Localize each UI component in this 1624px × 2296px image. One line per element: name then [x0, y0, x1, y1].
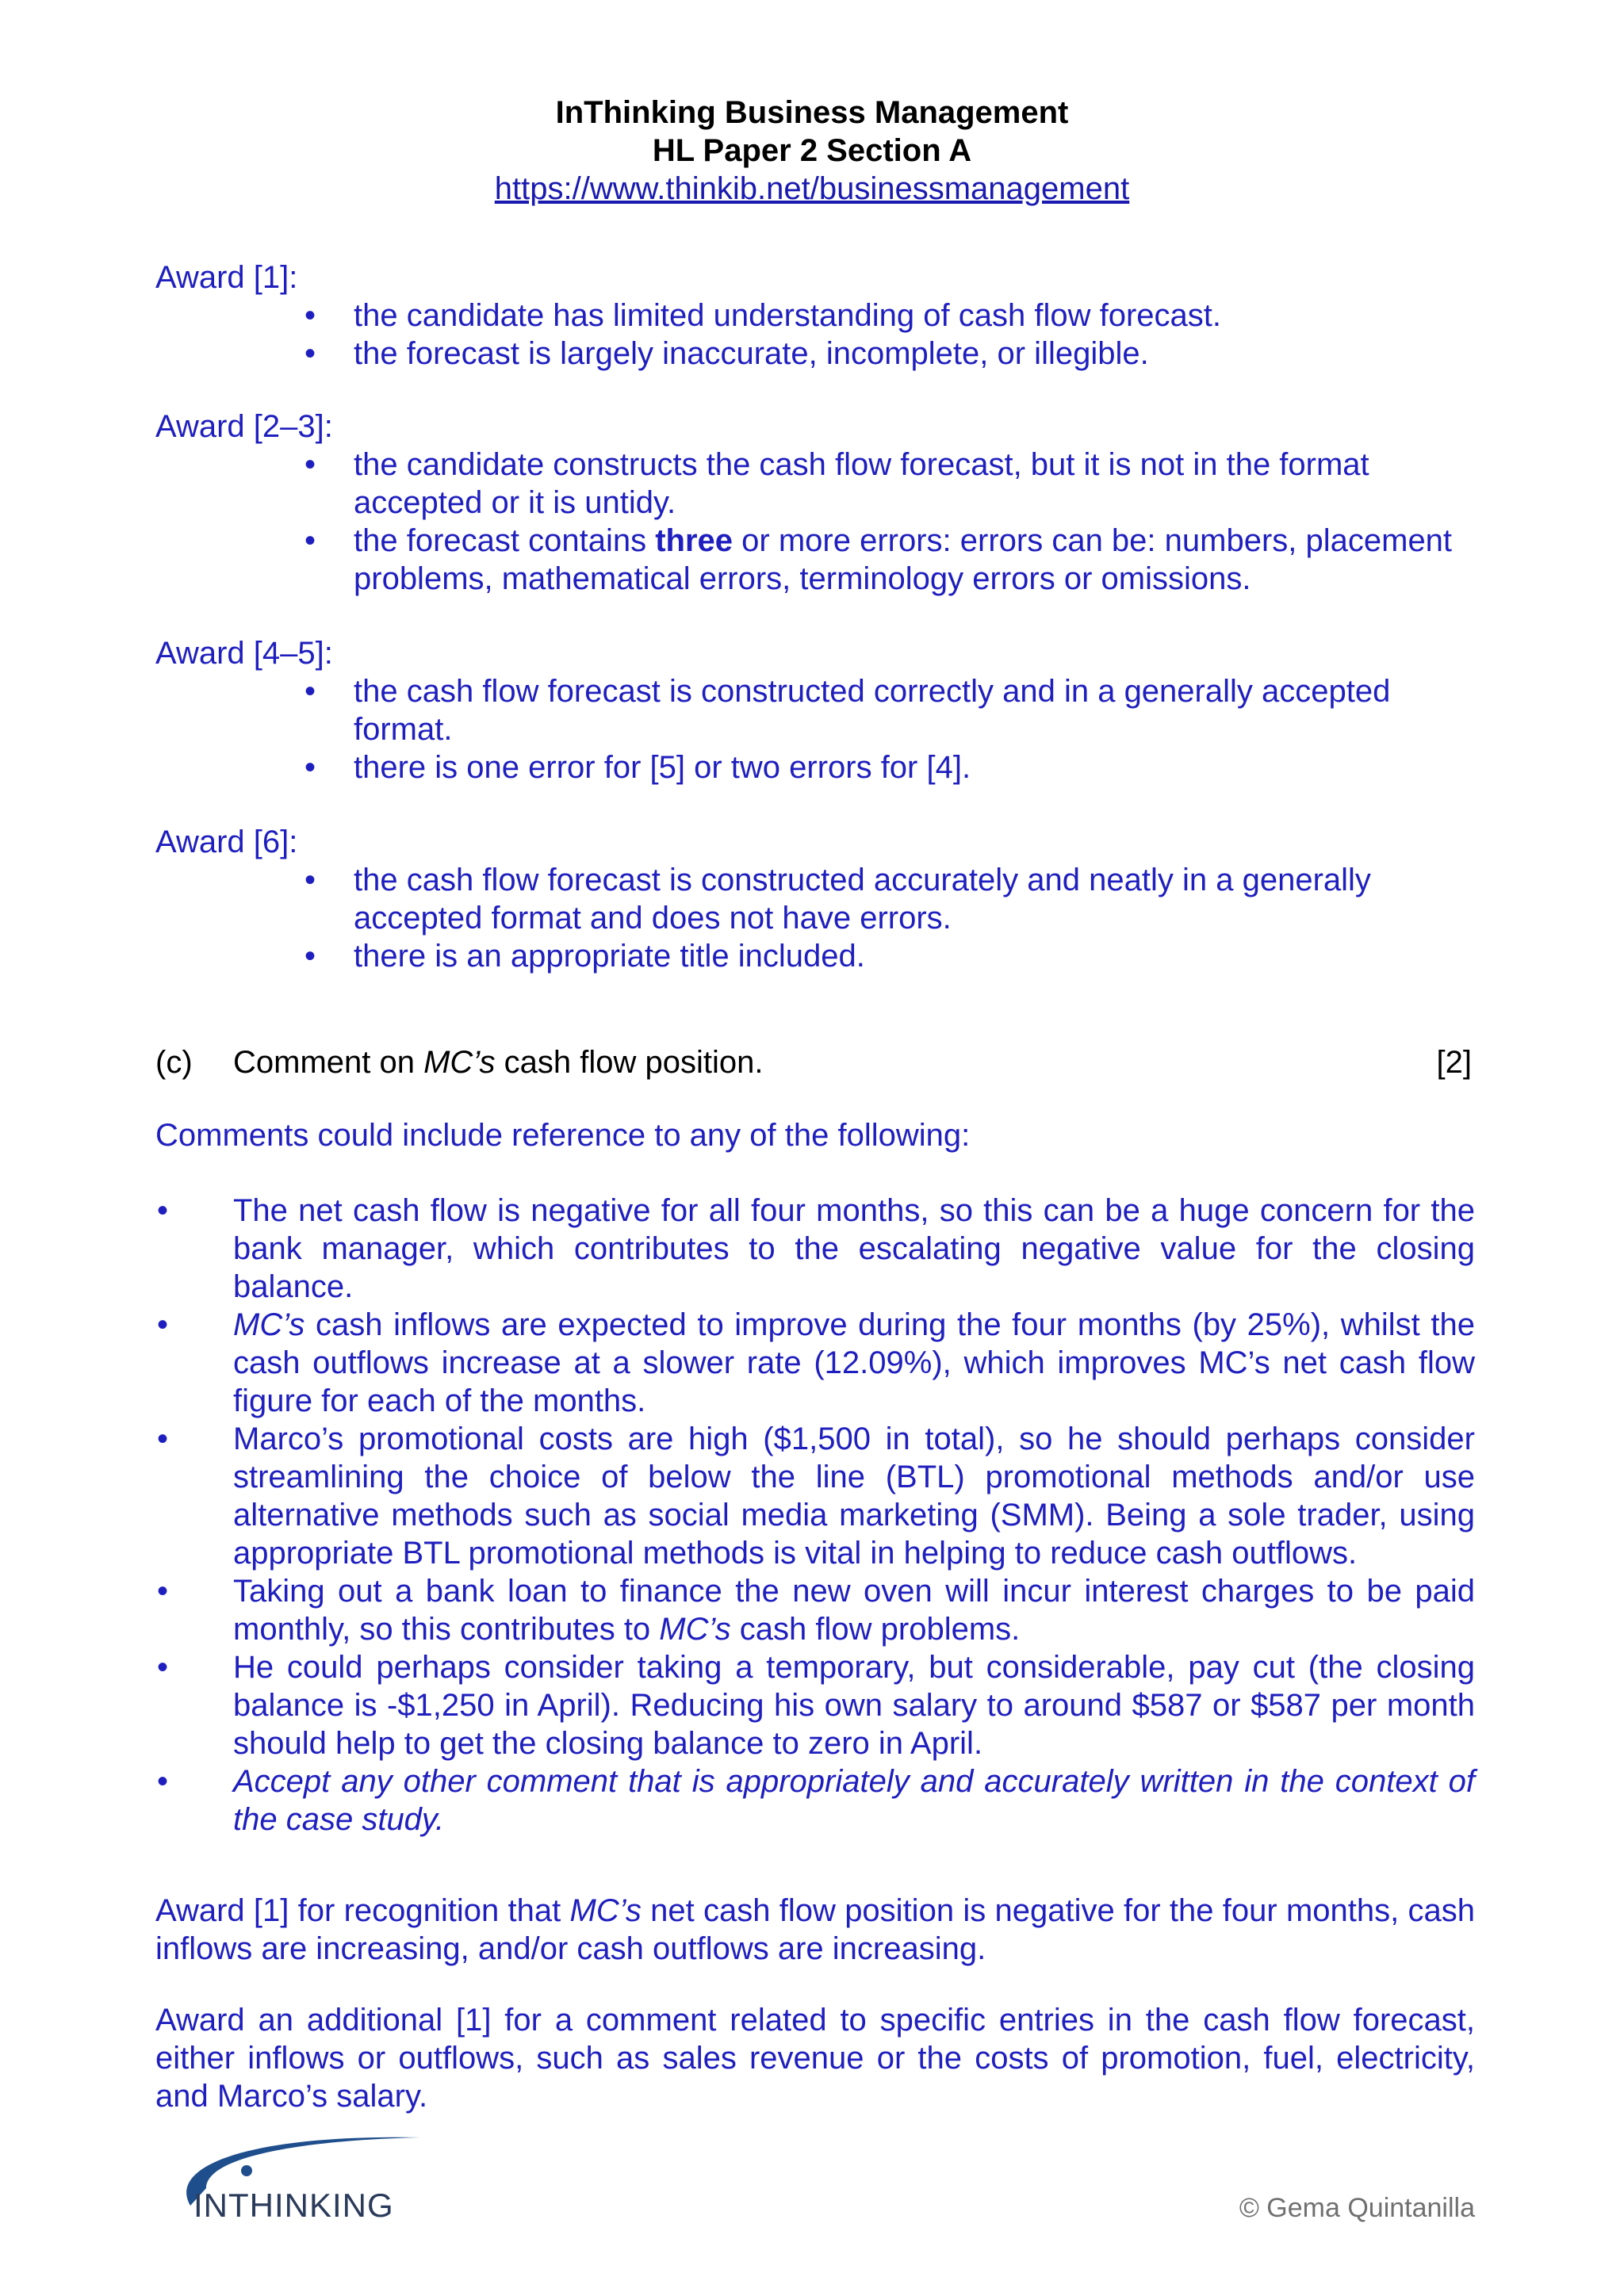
- comment-text: The net cash flow is negative for all four months, so this can be a huge concern for the bank manager, which contributes to the escalating negative value for the closing balance.: [233, 1193, 1475, 1304]
- logo-figure-head: [241, 2165, 252, 2176]
- criteria-item: • there is an appropriate title included.: [304, 939, 865, 974]
- comments-intro: Comments could include reference to any of the following:: [155, 1118, 971, 1153]
- comment-item: • The net cash flow is negative for all four months, so this can be a huge concern for the bank manager, which contributes to the escalating negative value for the closing balance.: [157, 1193, 1475, 1304]
- question-letter: (c): [155, 1045, 193, 1080]
- criteria-item: • the cash flow forecast is constructed accurately and neatly in a generally accepted format and does not have errors.: [304, 863, 1371, 936]
- copyright-notice: © Gema Quintanilla: [1239, 2193, 1475, 2223]
- logo-wordmark: INTHINKING: [193, 2187, 394, 2224]
- criteria-text: the candidate has limited understanding of cash flow forecast.: [354, 298, 1221, 333]
- question-marks: [2]: [1436, 1045, 1472, 1080]
- header-link[interactable]: https://www.thinkib.net/businessmanagement: [494, 171, 1130, 206]
- criteria-item: • the candidate constructs the cash flow forecast, but it is not in the format accepted or it is untidy.: [304, 447, 1369, 520]
- criteria-item: • the cash flow forecast is constructed correctly and in a generally accepted format.: [304, 674, 1391, 747]
- comment-text: Taking out a bank loan to finance the new oven will incur interest charges to be paid monthly, so this contributes to MC’s cash flow problems.: [233, 1574, 1475, 1647]
- comments-list: [155, 1192, 1475, 1839]
- question-text: Comment on MC’s cash flow position.: [233, 1045, 764, 1080]
- award-paragraph: Award [1] for recognition that MC’s net cash flow position is negative for the four months, cash inflows are increasing, and/or cash outflows are increasing.: [155, 1893, 1476, 1966]
- award-band-3: [155, 634, 1472, 786]
- award-criteria-list: [155, 297, 1472, 373]
- criteria-item: • the forecast contains three or more errors: errors can be: numbers, placement problems, mathematical errors, terminology errors or omissions.: [304, 523, 1453, 596]
- comment-text: Marco’s promotional costs are high ($1,500 in total), so he should perhaps consider streamlining the choice of below the line (BTL) promotional methods and/or use alternative methods such as social media marketing (SMM). Being a sole trader, using appropriate BTL promotional methods is vital in helping to reduce cash outflows.: [233, 1422, 1475, 1571]
- award-band-2: [155, 408, 1472, 598]
- comment-item: • He could perhaps consider taking a temporary, but considerable, pay cut (the closing balance is -$1,250 in April). Reducing his own salary to around $587 or $587 per month should help to get the closing balance to zero in April.: [157, 1650, 1475, 1761]
- award-criteria-list: [155, 861, 1472, 975]
- document-title: InThinking Business Management: [555, 95, 1069, 130]
- comment-text: He could perhaps consider taking a temporary, but considerable, pay cut (the closing balance is -$1,250 in April). Reducing his own salary to around $587 or $587 per month should help to get the closing balance to zero in April.: [233, 1650, 1475, 1761]
- award-paragraph: Award an additional [1] for a comment related to specific entries in the cash flow forecast, either inflows or outflows, such as sales revenue or the costs of promotion, fuel, electricity, and Marco’s salary.: [155, 2003, 1475, 2114]
- comment-item: • Taking out a bank loan to finance the new oven will incur interest charges to be paid monthly, so this contributes to MC’s cash flow problems.: [157, 1574, 1475, 1647]
- criteria-item: • there is one error for [5] or two errors for [4].: [304, 750, 971, 785]
- criteria-text: the forecast is largely inaccurate, incomplete, or illegible.: [354, 336, 1149, 371]
- criteria-text: there is an appropriate title included.: [354, 939, 865, 974]
- award-band-1: [155, 258, 1472, 373]
- award-heading: Award [4–5]:: [155, 636, 333, 671]
- comment-text: Accept any other comment that is appropriately and accurately written in the context of the case study.: [233, 1764, 1475, 1837]
- criteria-item: • the candidate has limited understanding of cash flow forecast.: [304, 298, 1221, 333]
- criteria-item: • the forecast is largely inaccurate, incomplete, or illegible.: [304, 336, 1149, 371]
- comment-item: • Accept any other comment that is appropriately and accurately written in the context of the case study.: [157, 1764, 1475, 1837]
- comment-item: • Marco’s promotional costs are high ($1,500 in total), so he should perhaps consider streamlining the choice of below the line (BTL) promotional methods and/or use alternative methods such as social media marketing (SMM). Being a sole trader, using appropriate BTL promotional methods is vital in helping to reduce cash outflows.: [157, 1422, 1475, 1571]
- criteria-text: the forecast contains three or more errors: errors can be: numbers, placement problems, mathematical errors, terminology errors or omissions.: [354, 523, 1453, 596]
- award-heading: Award [2–3]:: [155, 409, 333, 444]
- inthinking-logo: [159, 2133, 444, 2228]
- award-heading: Award [6]:: [155, 825, 298, 859]
- criteria-text: the cash flow forecast is constructed correctly and in a generally accepted format.: [354, 674, 1391, 747]
- criteria-text: the candidate constructs the cash flow forecast, but it is not in the format accepted or it is untidy.: [354, 447, 1369, 520]
- comment-item: • MC’s cash inflows are expected to improve during the four months (by 25%), whilst the cash outflows increase at a slower rate (12.09%), which improves MC’s net cash flow figure for each of the months.: [157, 1307, 1475, 1418]
- page-header: [0, 94, 1624, 208]
- award-criteria-list: [155, 672, 1472, 786]
- criteria-text: there is one error for [5] or two errors for [4].: [354, 750, 971, 785]
- comment-text: MC’s cash inflows are expected to improve during the four months (by 25%), whilst the cash outflows increase at a slower rate (12.09%), which improves MC’s net cash flow figure for each of the months.: [233, 1307, 1475, 1418]
- award-band-4: [155, 823, 1472, 975]
- criteria-text: the cash flow forecast is constructed accurately and neatly in a generally accepted format and does not have errors.: [354, 863, 1371, 936]
- award-criteria-list: [155, 446, 1472, 598]
- document-subtitle: HL Paper 2 Section A: [652, 133, 972, 168]
- award-heading: Award [1]:: [155, 260, 298, 295]
